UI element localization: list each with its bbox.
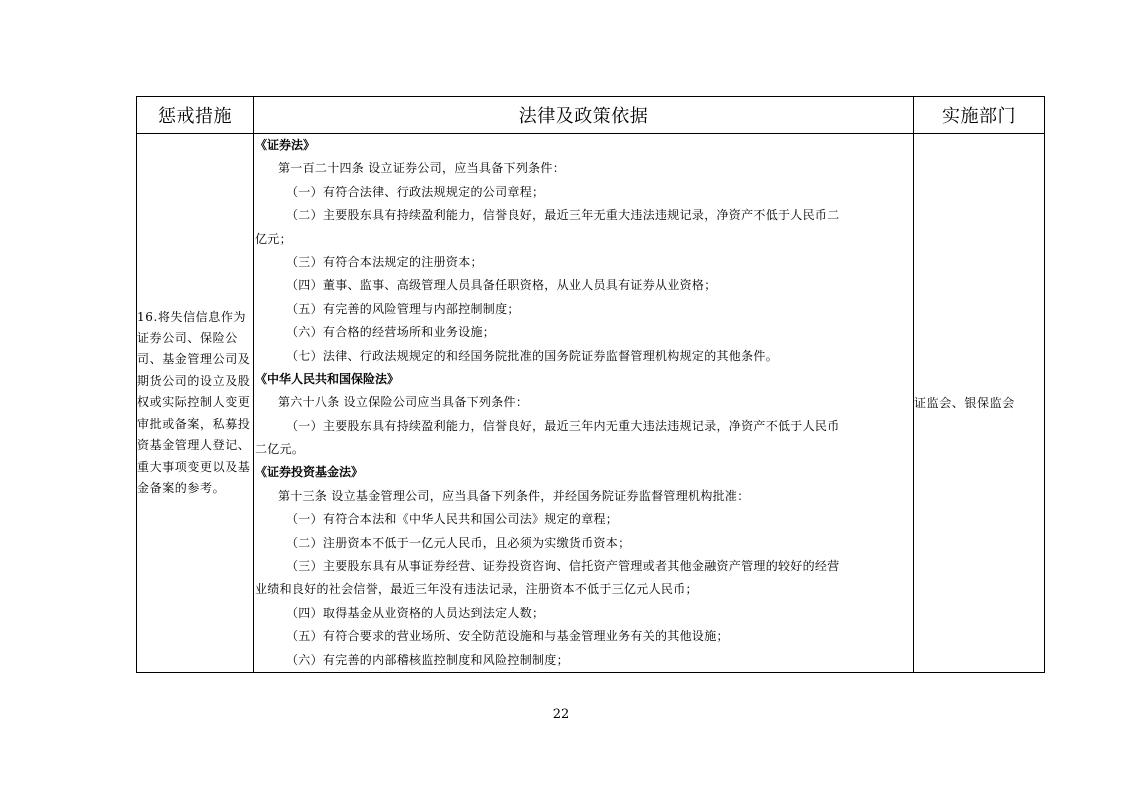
clause-line: （一）有符合本法和《中华人民共和国公司法》规定的章程； <box>286 512 619 527</box>
clause-line: （二）注册资本不低于一亿元人民币，且必须为实缴货币资本； <box>286 535 631 550</box>
clause-line: （六）有合格的经营场所和业务设施； <box>286 325 496 340</box>
clause-line: 亿元； <box>255 231 292 246</box>
policy-table <box>136 96 1045 673</box>
clause-line: （五）有完善的风险管理与内部控制制度； <box>286 301 520 316</box>
clause-line: （七）法律、行政法规规定的和经国务院批准的国务院证券监督管理机构规定的其他条件。 <box>286 348 779 363</box>
clause-line: （一）主要股东具有持续盈利能力，信誉良好，最近三年内无重大违法违规记录，净资产不低于人民币 <box>286 418 840 433</box>
page-number: 22 <box>552 707 570 722</box>
clause-line: （四）取得基金从业资格的人员达到法定人数； <box>286 605 545 620</box>
header-basis: 法律及政策依据 <box>254 97 914 134</box>
law-title-securities: 《证券法》 <box>255 138 316 152</box>
article-line: 第一百二十四条 设立证券公司，应当具备下列条件： <box>278 161 566 176</box>
law-title-insurance: 《中华人民共和国保险法》 <box>255 371 400 386</box>
clause-line: 二亿元。 <box>255 442 305 457</box>
header-measure: 惩戒措施 <box>137 97 254 134</box>
table-header-row <box>137 97 1045 134</box>
basis-cell <box>254 134 914 673</box>
law-title-fund: 《证券投资基金法》 <box>255 465 364 480</box>
article-line: 第十三条 设立基金管理公司，应当具备下列条件，并经国务院证券监督管理机构批准： <box>278 488 750 503</box>
clause-line: （五）有符合要求的营业场所、安全防范设施和与基金管理业务有关的其他设施； <box>286 629 729 644</box>
clause-line: （二）主要股东具有持续盈利能力，信誉良好，最近三年无重大违法违规记录，净资产不低于人民币二 <box>286 208 840 223</box>
measure-cell: 16.将失信信息作为证券公司、保险公司、基金管理公司及期货公司的设立及股权或实际控制人变更审批或备案，私募投资基金管理人登记、重大事项变更以及基金备案的参考。 <box>137 134 254 673</box>
article-line: 第六十八条 设立保险公司应当具备下列条件： <box>278 395 529 410</box>
table-row <box>137 134 1045 673</box>
clause-line: （四）董事、监事、高级管理人员具备任职资格，从业人员具有证券从业资格； <box>286 278 717 293</box>
clause-line: （六）有完善的内部稽核监控制度和风险控制制度； <box>286 652 569 667</box>
header-department: 实施部门 <box>914 97 1045 134</box>
clause-line: 业绩和良好的社会信誉，最近三年没有违法记录，注册资本不低于三亿元人民币； <box>255 582 698 597</box>
clause-line: （一）有符合法律、行政法规规定的公司章程； <box>286 184 545 199</box>
clause-line: （三）有符合本法规定的注册资本； <box>286 254 483 269</box>
department-cell: 证监会、银保监会 <box>914 134 1045 673</box>
clause-line: （三）主要股东具有从事证券经营、证券投资咨询、信托资产管理或者其他金融资产管理的较好的经营 <box>286 559 840 574</box>
